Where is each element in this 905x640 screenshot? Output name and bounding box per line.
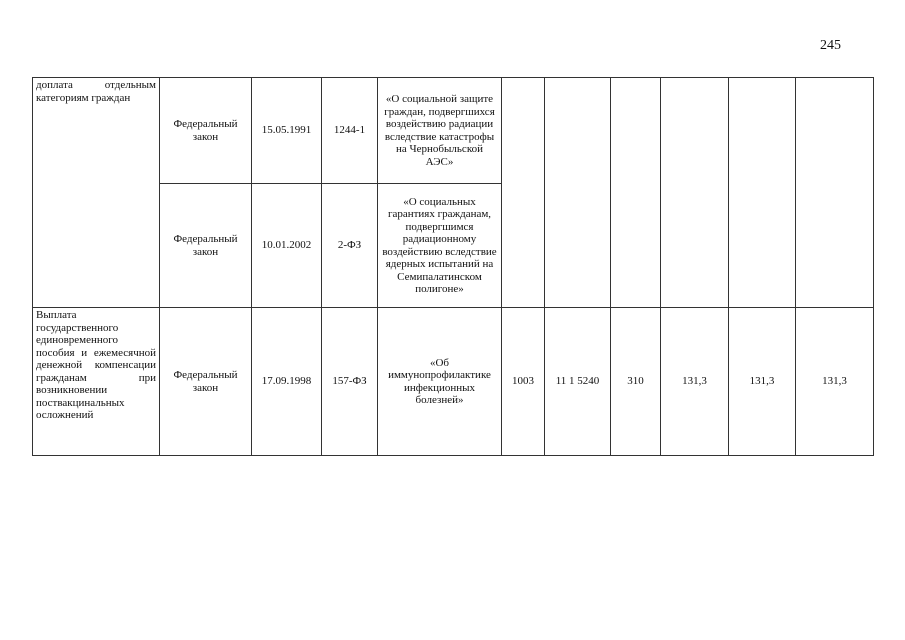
expense-type-cell xyxy=(611,78,661,308)
page-number: 245 xyxy=(820,38,841,53)
budget-table xyxy=(32,77,874,456)
amount-3-cell: 131,3 xyxy=(796,308,874,456)
amount-1-cell xyxy=(661,78,729,308)
target-code-cell: 11 1 5240 xyxy=(545,308,611,456)
act-date-cell: 15.05.1991 xyxy=(252,78,322,184)
table-row xyxy=(33,78,874,184)
act-type-cell: Федеральный закон xyxy=(160,308,252,456)
payment-name-cell: доплата отдельным категориям граждан xyxy=(33,78,160,308)
act-title-cell: «О социальных гарантиях гражданам, подвергшимся радиационному воздействию вследствие ядерных испытаний на Семипалатинском полигоне» xyxy=(378,184,502,308)
act-number-cell: 1244-1 xyxy=(322,78,378,184)
amount-2-cell: 131,3 xyxy=(729,308,796,456)
act-number-cell: 157-ФЗ xyxy=(322,308,378,456)
payment-name-cell: Выплата государственного единовременного пособия и ежемесячной денежной компенсации гражданам при возникновении поствакцинальных осложнений xyxy=(33,308,160,456)
section-code-cell: 1003 xyxy=(502,308,545,456)
amount-3-cell xyxy=(796,78,874,308)
expense-type-cell: 310 xyxy=(611,308,661,456)
target-code-cell xyxy=(545,78,611,308)
section-code-cell xyxy=(502,78,545,308)
act-date-cell: 17.09.1998 xyxy=(252,308,322,456)
act-type-cell: Федеральный закон xyxy=(160,78,252,184)
act-number-cell: 2-ФЗ xyxy=(322,184,378,308)
amount-1-cell: 131,3 xyxy=(661,308,729,456)
act-type-cell: Федеральный закон xyxy=(160,184,252,308)
act-date-cell: 10.01.2002 xyxy=(252,184,322,308)
act-title-cell: «Об иммунопрофилактике инфекционных болезней» xyxy=(378,308,502,456)
act-title-cell: «О социальной защите граждан, подвергшихся воздействию радиации вследствие катастрофы на Чернобыльской АЭС» xyxy=(378,78,502,184)
amount-2-cell xyxy=(729,78,796,308)
table-row xyxy=(33,308,874,456)
